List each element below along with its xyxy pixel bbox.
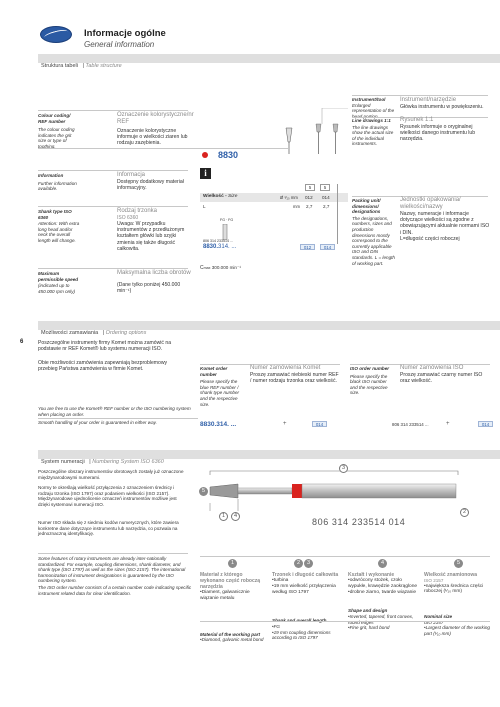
shank-order-number: 8830.314. ... bbox=[203, 244, 237, 250]
page-subtitle: General information bbox=[84, 40, 155, 49]
info-icon: i bbox=[200, 168, 211, 179]
numbering-text-pl2: Normy te określają wielkość przyłączenia z oznaczeniem średnicy i rodzaju trzonka (ISO 1797) oraz podaniem wielkości (ISO 2157). Międzynarodowe ujednolicenie oznaczeń instrumentów możliwe jest dzięki systemowi numeracji ISO. bbox=[38, 485, 177, 507]
numbering-text-pl1: Poszczególne obszary instrumentów obrotowych zostały już oznaczone międzynarodowymi numerami. bbox=[38, 469, 184, 480]
iso-order-en: ISO order number Please specify the black ISO number and the respective size. bbox=[350, 366, 390, 396]
komet-order-pl: Numer zamówienia Komet Proszę zamawiać niebieski numer REF / numer rodzaju trzonka oraz wielkość. bbox=[250, 365, 339, 385]
colour-en: Colour coding/ REF number The colour coding indicates the grit size or type of toothing. bbox=[38, 113, 75, 149]
numbering-text-en2: The ISO order number consists of a certain number code indicating specific instrument related data for clear identification. bbox=[38, 585, 192, 596]
shank-pl: Rodzaj trzonka ISO 6360 Uwaga: W przypadku instrumentów z przedłużonym kształtem główki lub szyjki zmienia się także długość całkowita. bbox=[117, 208, 185, 252]
ordering-text-pl1: Poszczególne instrumenty firmy Komet można zamówić na podstawie nr REF Komet® lub systemu numeracji ISO. bbox=[38, 340, 172, 353]
numbering-text-en1: Some features of rotary instruments are already inter-nationally standardized. For example, coupling dimensions, shank diameter, and shank type (ISO 1797) as well as the sizes (ISO 2157). The international harmonization of instrument designations is guaranteed by the ISO numbering system. bbox=[38, 556, 186, 584]
iso-order-pl: Numer zamówienia ISO Proszę zamawiać czarny numer ISO oraz wielkość. bbox=[400, 365, 483, 385]
packing-pl: Jednostki opakowania/ wielkości/nazwy Nazwy, numeracje i informacje dotyczące wielkości są zgodne z obowiązującymi aktualnie normami ISO i DIN. L=długość części roboczej bbox=[400, 197, 490, 242]
numbering-text-pl3: Numer ISO składa się z siedmiu kodów numerycznych, które zawiera konkretne dane dotyczące instrumentu lub narzędzia, co pozwala na jednoznaczną identyfikację. bbox=[38, 520, 179, 537]
size-table: 5 5 Wielkość - Size Ø ¹⁄₁₀ mm 012 014 L mm 2,7 2,7 bbox=[200, 184, 348, 211]
information-en: Information Further information available. bbox=[38, 173, 77, 192]
colour-dot-icon bbox=[202, 152, 208, 158]
speed-value: Cmax 300.000 min⁻¹ bbox=[200, 265, 241, 271]
instrument-pl: Instrument/narzędzie Główka instrumentu w powiększeniu. bbox=[400, 97, 484, 110]
ordering-text-en1: You are free to use the Komet® REF number or the ISO numbering system when placing an order. bbox=[38, 406, 191, 417]
komet-order-example: 8830.314. ... bbox=[200, 421, 237, 428]
information-pl: Informacja Dostępny dodatkowy materiał informacyjny. bbox=[117, 172, 184, 192]
section-bar-structure: Struktura tabeli | Table structure bbox=[38, 54, 500, 63]
komet-logo bbox=[40, 26, 72, 43]
marker-4: 4 bbox=[231, 512, 240, 521]
ref-number: 8830 bbox=[218, 150, 239, 160]
instrument-en: Instrument/tool Enlarged representation of the head portion. bbox=[352, 97, 395, 119]
marker-3: 3 bbox=[339, 464, 348, 473]
section-bar-ordering: Możliwości zamawiania | Ordering options bbox=[38, 321, 500, 330]
drawings-en: Line drawings 1:1 The line drawings show the actual size of the individual instruments. bbox=[352, 118, 394, 147]
colour-pl: Oznaczenie kolorystyczne/nr REF Oznaczenie kolorystyczne informuje o wielkości ziaren lub rodzaju zazębienia. bbox=[117, 112, 194, 147]
marker-2: 2 bbox=[460, 508, 469, 517]
marker-5: 5 bbox=[199, 487, 208, 496]
page-number: 6 bbox=[20, 339, 24, 345]
speed-en: Maximum permissible speed (indicated up to 450.000 rpm only) bbox=[38, 271, 79, 294]
ordering-text-en2: Smooth handling of your order is guaranteed in either way. bbox=[38, 420, 157, 425]
ordering-text-pl2: Obie możliwości zamówienia zapewniają bezproblemowy przebieg Państwa zamówienia w firmie Komet. bbox=[38, 360, 168, 373]
page-title: Informacje ogólne bbox=[84, 28, 166, 39]
iso-column-3: 4 Kształt i wykonanie • odwrócony stożek, czoło wypukłe, krawędzie zaokrąglone • drobne ziarno, twarde wiązanie Shape and design • Inverted, tapered, front convex, round edges • Fine grit, hard bond bbox=[348, 559, 418, 631]
speed-pl: Maksymalna liczba obrotów (Dane tylko poniżej 450.000 min⁻¹) bbox=[117, 270, 191, 295]
shank-en: Shank type ISO 6360 Attention: With extra long head and/or neck the overall length will change. bbox=[38, 209, 80, 243]
iso-column-2: 2 3 Trzonek i długość całkowita • turbina • 19 mm wielkość przyłączenia według ISO 1797 Shank and overall length • FG • 19 mm coupling dimensions according to ISO 1797 bbox=[272, 559, 344, 641]
section-bar-numbering: System numeracji | Numbering System ISO 6360 bbox=[38, 450, 500, 459]
packing-en: Packing unit/ dimensions/ designations The designations, numbers, sizes and production dimensions mostly correspond to the currently applicable ISO and DIN standards. L = length of working part. bbox=[352, 198, 395, 266]
iso-order-example: 806 314 233514 ... bbox=[392, 422, 429, 427]
instrument-drawing bbox=[278, 108, 358, 160]
drawings-pl: Rysunek 1:1 Rysunek informuje o oryginalnej wielkości danego instrumentu lub narzędzia. bbox=[400, 117, 476, 143]
komet-order-en: Komet order number Please specify the blue REF number / shank type number and the respective size. bbox=[200, 366, 240, 407]
iso-column-1: 1 Materiał z którego wykonano część roboczą narzędzia • Diament, galwanicznie wiązanie metalu Material of the working part • Diamond, galvanic metal bond bbox=[200, 559, 268, 643]
marker-1: 1 bbox=[219, 512, 228, 521]
shank-icon bbox=[222, 224, 228, 240]
speed-icon: C bbox=[200, 265, 204, 271]
iso-number: 806 314 233514 014 bbox=[312, 517, 406, 527]
iso-column-4: 5 Wielkość znamionowa ISO 2157 • największa średnica części roboczej (¹⁄₁₀ mm) Nominal size ISO 2157 • Largest diameter of the working part (¹⁄₁₀ mm) bbox=[424, 559, 492, 637]
